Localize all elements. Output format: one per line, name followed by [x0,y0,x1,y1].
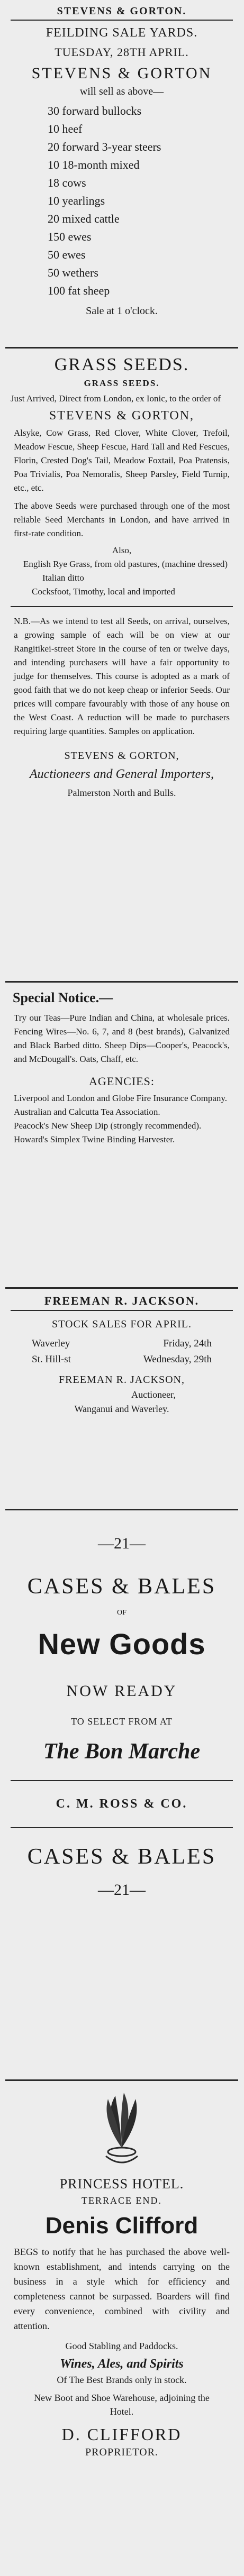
agency-item: Peacock's New Sheep Dip (strongly recommended). [14,1121,202,1131]
count-top: —21— [98,1535,146,1552]
divider [11,1780,233,1781]
lot-list [26,102,233,300]
sale-row [11,1352,233,1368]
special-notice-ad [5,983,238,1289]
lot-item: 10 heef [48,122,83,135]
new-goods: New Goods [38,1627,206,1661]
bon-marche-ad [5,1510,238,2081]
arrival-text: Just Arrived, Direct from London, ex Ionic, to the order of [11,393,221,404]
ad-title: STOCK SALES FOR APRIL. [52,1318,192,1330]
of-label: OF [117,1609,126,1617]
agency-item: Howard's Simplex Twine Binding Harvester. [14,1134,175,1144]
hotel-location: TERRACE END. [82,2195,162,2206]
notice-title: Special Notice.— [13,990,113,1005]
lot-item: 20 mixed cattle [48,212,120,225]
cocksfoot-line: Cocksfoot, Timothy, local and imported [32,586,175,597]
feathers-crest-icon [11,2089,233,2169]
ad-title: FEILDING SALE YARDS. [46,26,198,40]
lot-item: 50 wethers [48,266,98,279]
sale-date: TUESDAY, 28TH APRIL. [55,45,189,59]
proprietor-title: PROPRIETOR. [85,2446,158,2458]
store-name: The Bon Marche [43,1739,201,1764]
sale-row [11,1336,233,1352]
sale-intro: will sell as above— [79,86,164,97]
sale-time: Sale at 1 o'clock. [86,305,158,317]
auctioneer-place: Wanganui and Waverley. [74,1404,169,1414]
boot-warehouse-line: New Boot and Shoe Warehouse, adjoining the Hotel. [34,2392,210,2417]
hotel-body: BEGS to notify that he has purchased the above well-known establishment, and intends carrying on the business in a style which for efficiency and completeness cannot be surpassed. Boarders will find every convenience, combined with civility and attention. [14,2247,230,2331]
ad-header: FREEMAN R. JACKSON. [44,1294,200,1307]
auctioneer-name: FREEMAN R. JACKSON, [59,1374,185,1386]
proprietor-name: D. CLIFFORD [61,2425,182,2444]
sale-place: St. Hill-st [32,1354,71,1365]
sale-place: Waverley [32,1338,70,1349]
agency-item: Liverpool and London and Globe Fire Insurance Company. [14,1093,228,1103]
hotel-name: PRINCESS HOTEL. [59,2176,184,2192]
lot-item: 100 fat sheep [48,284,110,297]
jackson-stock-sales-ad [5,1289,238,1510]
purchase-note: The above Seeds were purchased through one of the most reliable Seed Merchants in London, and have arrived in first-rate condition. [14,501,230,538]
firm-name: STEVENS & GORTON [31,65,212,82]
count-bottom: —21— [98,1881,146,1899]
divider [11,1827,233,1828]
seed-varieties: Alsyke, Cow Grass, Red Clover, White Clover, Trefoil, Meadow Fescue, Sheep Fescue, Hard Tall and Red Fescues, Florin, Crested Dog's Tail, Meadow Foxtail, Poa Pratensis, Poa Trivialis, Poa Nemoralis, Sheep Parsley, Field Turnip, etc., etc. [14,428,230,493]
wines-line: Wines, Ales, and Spirits [60,2357,184,2371]
lot-item: 30 forward bullocks [48,104,142,117]
divider [11,1310,233,1311]
agencies-title: AGENCIES: [89,1075,155,1088]
notice-body: Try our Teas—Pure Indian and China, at wholesale prices. Fencing Wires—No. 6, 7, and 8 (best brands), Galvanized and Black Barbed ditto. Sheep Dips—Cooper's, Peacock's, and McDougall's. Oats, Chaff, etc. [14,1013,230,1064]
princess-hotel-ad [5,2081,238,2576]
lot-item: 50 ewes [48,248,86,261]
stabling-line: Good Stabling and Paddocks. [65,2341,178,2351]
signature-role: Auctioneers and General Importers, [30,767,214,781]
agency-item: Australian and Calcutta Tea Association. [14,1107,160,1117]
auctioneer-role: Auctioneer, [131,1389,176,1400]
lot-item: 150 ewes [48,230,92,243]
stevens-gorton-sale-yards-ad [5,0,238,349]
sale-date: Friday, 24th [163,1338,212,1349]
nb-paragraph: N.B.—As we intend to test all Seeds, on arrival, ourselves, a growing sample of each will be on view at our Rangitikei-street Store in the course of ten or twelve days, and intending purchasers will have a fair opportunity to judge for themselves. This course is adopted as a mark of good faith that we do not keep cheap or inferior Seeds. Our prices will compare favourably with those of any house on the West Coast. A reduction will be made to purchasers requiring large quantities. Samples on application. [14,616,230,736]
now-ready: NOW READY [66,1682,177,1700]
lot-item: 20 forward 3-year steers [48,140,161,153]
also-label: Also, [112,545,132,555]
lot-item: 10 yearlings [48,194,105,207]
firm-name: C. M. ROSS & CO. [56,1797,188,1811]
ryegrass-line: English Rye Grass, from old pastures, (machine dressed) [23,559,228,569]
signature-firm: STEVENS & GORTON, [64,750,179,762]
newspaper-column [5,0,238,2576]
headline: CASES & BALES [27,1574,216,1599]
lot-item: 18 cows [48,176,86,189]
select-from: TO SELECT FROM AT [71,1716,173,1727]
sale-date: Wednesday, 29th [143,1354,212,1365]
ad-header: STEVENS & GORTON. [57,5,187,17]
lot-item: 10 18-month mixed [48,158,140,171]
divider [11,20,233,21]
headline-2: CASES & BALES [27,1845,216,1869]
proprietor-name-large: Denis Clifford [45,2213,198,2239]
firm-name: STEVENS & GORTON, [49,409,195,423]
ad-subtitle: GRASS SEEDS. [84,378,160,388]
signature-place: Palmerston North and Bulls. [67,787,176,798]
best-brands-line: Of The Best Brands only in stock. [57,2375,187,2385]
divider [11,606,233,607]
grass-seeds-ad [5,349,238,983]
ad-title: GRASS SEEDS. [54,355,189,374]
italian-line: Italian ditto [42,573,84,583]
